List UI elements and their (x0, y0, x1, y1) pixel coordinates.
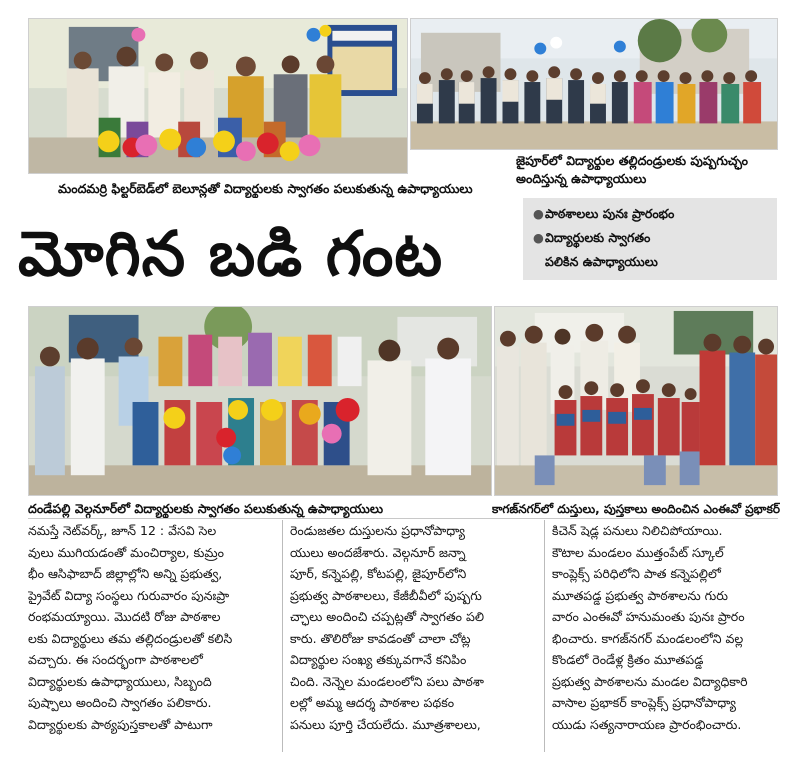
article-column-3 (552, 520, 780, 756)
article-line: పుష్పాలు అందించి స్వాగతం పలికారు. (28, 695, 212, 710)
caption-photo2-line2: అందిస్తున్న ఉపాధ్యాయులు (516, 171, 647, 186)
article-line: ప్రైవేట్ విద్యా సంస్థలు గురువారం పునఃప్రా (28, 587, 230, 603)
caption-photo3: దండేపల్లి వెల్గనూర్‌లో విద్యార్థులకు స్వాగతం పలుకుతున్న ఉపాధ్యాయులు (28, 501, 384, 516)
article-line: పూర్, కన్నెపల్లి, కోటపల్లి, జైపూర్‌లోని (290, 566, 467, 581)
article-line: భీం ఆసిఫాబాద్ జిల్లాల్లోని అన్ని ప్రభుత్వ, (28, 566, 223, 581)
article-line: వాసాల ప్రభాకర్ కాంప్లెక్స్ ప్రధానోపాధ్యా (552, 695, 737, 710)
column-divider (282, 520, 283, 752)
article-line: వారం ఎంఈవో హనుమంతు పునః ప్రారం (552, 609, 745, 624)
article-line: వచ్చారు. ఈ సందర్భంగా పాఠశాలలో (28, 652, 203, 667)
article-line: కౌటాల మండలం ముత్తంపేట్ స్కూల్ (552, 544, 724, 560)
kicker-text: పలికిన ఉపాధ్యాయులు (545, 254, 658, 269)
kicker-item (533, 202, 767, 226)
photo-mandamarri-balloons (28, 18, 408, 174)
article-line: భించారు. కాగజ్‌నగర్ మండలంలోని వల్ల (552, 630, 744, 646)
caption-divider (28, 518, 778, 519)
article-line: ప్రభుత్వ పాఠశాలలు, కేజీబీవీలో పుష్పగు (290, 587, 482, 603)
article-line: చ్ఛాలు అందించి చప్పట్లతో స్వాగతం పలి (290, 609, 485, 624)
article-line: కిచెన్ షెడ్ల పనులు నిలిచిపోయాయి. (552, 523, 723, 538)
article-line: చింది. నెన్నెల మండలంలోని పలు పాఠశా (290, 673, 484, 689)
article-line: కాంప్లెక్స్ పరిధిలోని పాత కన్నెపల్లిలో (552, 566, 721, 581)
article-column-2 (290, 520, 538, 756)
bullet-icon: ● (533, 206, 544, 221)
caption-photo1: మందమర్రి ఫిల్టర్‌బెడ్‌లో బెలూన్లతో విద్యార్థులకు స్వాగతం పలుకుతున్న ఉపాధ్యాయులు (58, 181, 473, 196)
article-line: కారు. తొలిరోజు కావడంతో చాలా చోట్ల (290, 630, 471, 646)
article-line: మూతపడ్డ ప్రభుత్వ పాఠశాలను గురు (552, 587, 728, 603)
article-line: రెండుజతల దుస్తులను ప్రధానోపాధ్యా (290, 523, 465, 538)
photo-kagaznagar-image (495, 307, 777, 495)
article-line: విద్యార్థులకు పాఠ్యపుస్తకాలతో పాటుగా (28, 716, 213, 732)
article-line: ప్రభుత్వ పాఠశాలను మండల విద్యాధికారి (552, 673, 748, 689)
photo-jaipur-parents (410, 18, 778, 150)
article-line: లల్లో అమ్మ ఆదర్శ పాఠశాల పథకం (290, 695, 455, 710)
column-divider (544, 520, 545, 752)
photo-velganur-image (29, 307, 491, 495)
article-line: పనులు పూర్తి చేయలేదు. మూత్రశాలలు, (290, 716, 481, 732)
article-line: యులు అందజేశారు. వెల్గనూర్ జన్నా (290, 544, 466, 560)
caption-photo2-line1: జైపూర్‌లో విద్యార్థుల తల్లిదండ్రులకు పుష్పగుచ్ఛం (516, 153, 748, 168)
article-line: విద్యార్థులకు ఉపాధ్యాయులు, సిబ్బంది (28, 673, 212, 689)
article-line: కొండలో రెండేళ్ల క్రితం మూతపడ్డ (552, 652, 704, 667)
photo-mandamarri-image (29, 19, 407, 173)
article-line: యుడు సత్యనారాయణ ప్రారంభించారు. (552, 716, 742, 732)
kicker-item (533, 250, 767, 274)
photo-jaipur-image (411, 19, 777, 149)
photo-velganur-students (28, 306, 492, 496)
kicker-text: విద్యార్థులకు స్వాగతం (545, 230, 651, 245)
kicker-item (533, 226, 767, 250)
article-line: లకు విద్యార్థులు తమ తల్లిదండ్రులతో కలిసి (28, 630, 233, 646)
article-column-1 (28, 520, 276, 756)
article-line: నమస్తే నెట్‌వర్క్, జూన్ 12 : వేసవి సెల (28, 523, 217, 538)
kicker-box (523, 198, 777, 280)
bullet-icon: ● (533, 230, 544, 245)
article-line: వులు ముగియడంతో మంచిర్యాల, కుమ్రం (28, 544, 224, 560)
kicker-text: పాఠశాలలు పునః ప్రారంభం (545, 206, 675, 221)
photo-kagaznagar-books (494, 306, 778, 496)
article-line: విద్యార్థుల సంఖ్య తక్కువగానే కనిపిం (290, 652, 467, 667)
article-line: రంభమయ్యాయి. మొదటి రోజు పాఠశాల (28, 609, 221, 624)
headline: మోగిన బడి గంట (18, 217, 444, 290)
caption-photo4: కాగజ్‌నగర్‌లో దుస్తులు, పుస్తకాలు అందించిన ఎంఈవో ప్రభాకర్ (492, 502, 780, 516)
